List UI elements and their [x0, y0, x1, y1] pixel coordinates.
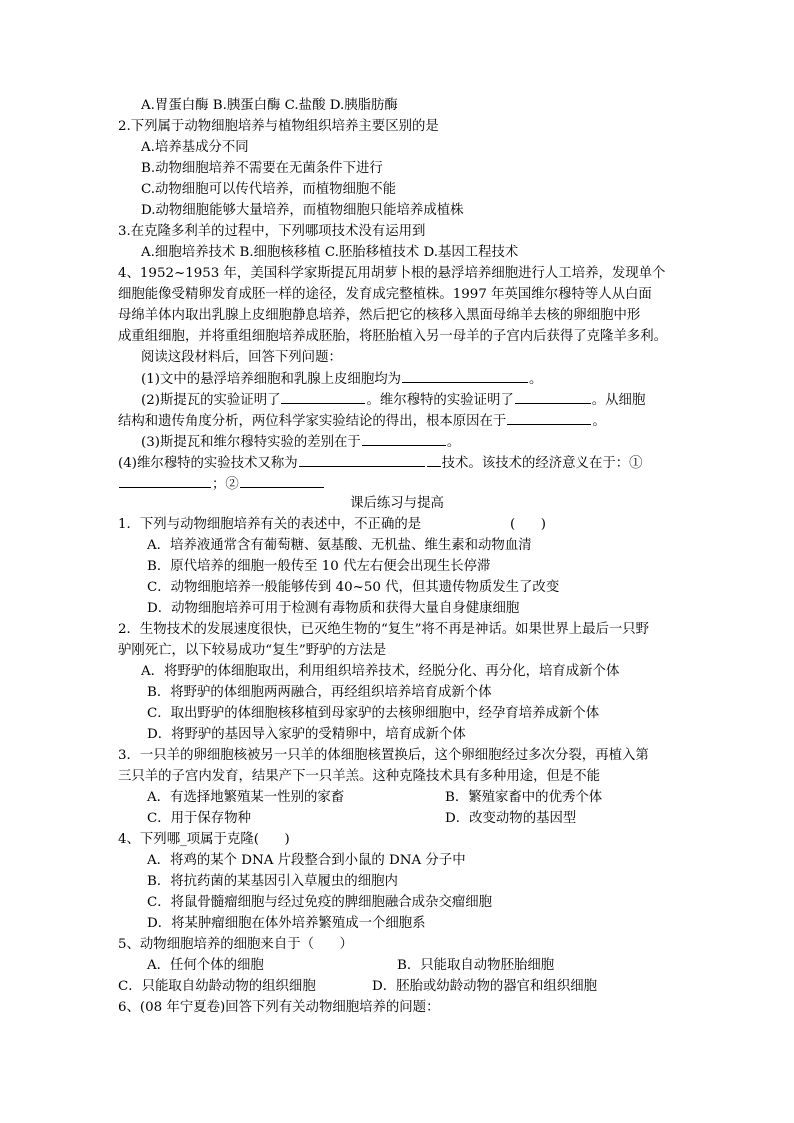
q4-passage-line-3: 母绵羊体内取出乳腺上皮细胞静息培养，然后把它的核移入黑面母绵羊去核的卵细胞中形: [118, 308, 641, 323]
p-q3-option-c: C．用于保存物种: [147, 811, 251, 826]
p-q2-option-c: C．取出野驴的体细胞核移植到母家驴的去核卵细胞中，经孕育培养成新个体: [147, 706, 600, 721]
q4-sub2-tail: 。从细胞: [591, 393, 646, 408]
answer-blank[interactable]: [427, 453, 441, 467]
q2-option-a: A.培养基成分不同: [141, 140, 249, 155]
p-q2-option-b: B．将野驴的体细胞两两融合，再经组织培养培育成新个体: [147, 685, 492, 700]
q4-sub2-text: (2)斯提瓦的实验证明了: [141, 393, 281, 408]
p-q4-option-c: C．将鼠骨髓瘤细胞与经过免疫的脾细胞融合成杂交瘤细胞: [147, 895, 493, 910]
q4-sub4-sep: ；②: [212, 477, 239, 492]
q2-option-c: C.动物细胞可以传代培养，而植物细胞不能: [141, 182, 397, 197]
answer-blank[interactable]: [515, 390, 591, 404]
q4-subquestion-4-cont: [118, 474, 325, 495]
p-q1-answer-paren[interactable]: ( ): [510, 517, 546, 532]
p-q4-option-b: B．将抗药菌的某基因引入草履虫的细胞内: [147, 874, 398, 889]
q4-sub1-text: (1)文中的悬浮培养细胞和乳腺上皮细胞均为: [141, 372, 401, 387]
p-q5-option-a: A．任何个体的细胞: [147, 958, 264, 973]
q4-sub2-end: 。: [592, 414, 606, 429]
q2-option-b: B.动物细胞培养不需要在无菌条件下进行: [141, 161, 383, 176]
p-q3-option-a: A．有选择地繁殖某一性别的家畜: [147, 790, 345, 805]
q2-option-d: D.动物细胞能够大量培养，而植物细胞只能培养成植株: [141, 203, 464, 218]
q4-subquestion-2-cont: [118, 411, 606, 432]
q1-options: A.胃蛋白酶 B.胰蛋白酶 C.盐酸 D.胰脂肪酶: [141, 98, 398, 113]
q4-instruction: 阅读这段材料后，回答下列问题：: [141, 350, 342, 365]
q4-sub4-text: (4)维尔穆特的实验技术又称为: [118, 456, 298, 471]
q2-stem: 2.下列属于动物细胞培养与植物组织培养主要区别的是: [118, 119, 439, 134]
p-q5-option-c: C．只能取自幼龄动物的组织细胞: [118, 979, 316, 994]
p-q5-option-d: D．胚胎或幼龄动物的器官和组织细胞: [372, 979, 597, 994]
p-q4-option-a: A．将鸡的某个 DNA 片段整合到小鼠的 DNA 分子中: [147, 853, 466, 868]
p-q3-stem-line-1: 3．一只羊的卵细胞核被另一只羊的体细胞核置换后，这个卵细胞经过多次分裂，再植入第: [118, 748, 649, 763]
p-q3-option-b: B．繁殖家畜中的优秀个体: [445, 790, 603, 805]
q4-sub2-mid: 。维尔穆特的实验证明了: [366, 393, 514, 408]
p-q5-stem: 5、动物细胞培养的细胞来自于（ ）: [118, 937, 353, 952]
answer-blank[interactable]: [281, 390, 365, 404]
p-q5-option-b: B．只能取自动物胚胎细胞: [397, 958, 555, 973]
answer-blank[interactable]: [362, 432, 446, 446]
answer-blank[interactable]: [119, 474, 211, 488]
p-q1-option-c: C．动物细胞培养一般能够传到 40~50 代，但其遗传物质发生了改变: [147, 580, 560, 595]
q4-passage-line-4: 成重组细胞，并将重组细胞培养成胚胎，将胚胎植入另一母羊的子宫内后获得了克隆羊多利。: [118, 329, 668, 344]
q4-sub3-end: 。: [446, 435, 461, 450]
answer-blank[interactable]: [240, 474, 324, 488]
q4-sub3-text: (3)斯提瓦和维尔穆特实验的差别在于: [141, 435, 361, 450]
p-q6-stem: 6、(08 年宁夏卷)回答下列有关动物细胞培养的问题：: [118, 1000, 440, 1015]
answer-blank[interactable]: [402, 369, 528, 383]
q4-sub1-end: 。: [529, 372, 543, 387]
p-q1-option-d: D．动物细胞培养可用于检测有毒物质和获得大量自身健康细胞: [147, 601, 520, 616]
p-q3-stem-line-2: 三只羊的子宫内发育，结果产下一只羊羔。这种克隆技术具有多种用途，但是不能: [118, 769, 601, 784]
p-q2-stem-line-1: 2．生物技术的发展速度很快，已灭绝生物的“复生”将不再是神话。如果世界上最后一只野: [118, 622, 650, 637]
q4-passage-line-2: 细胞能像受精卵发育成胚一样的途径，发育成完整植株。1997 年英国维尔穆特等人从白面: [118, 287, 652, 302]
section-heading: 课后练习与提高: [350, 496, 444, 511]
q4-sub2-text2: 结构和遗传角度分析，两位科学家实验结论的得出，根本原因在于: [118, 414, 507, 429]
p-q4-option-d: D．将某肿瘤细胞在体外培养繁殖成一个细胞系: [147, 916, 426, 931]
q3-options: A.细胞培养技术 B.细胞核移植 C.胚胎移植技术 D.基因工程技术: [141, 245, 519, 260]
p-q1-stem: 1．下列与动物细胞培养有关的表述中，不正确的是: [118, 517, 422, 532]
q4-sub4-mid: 技术。该技术的经济意义在于：①: [441, 456, 643, 471]
q4-subquestion-1: [141, 369, 542, 390]
answer-blank[interactable]: [507, 411, 591, 425]
answer-blank[interactable]: [299, 453, 425, 467]
q3-stem: 3.在克隆多利羊的过程中，下列哪项技术没有运用到: [118, 224, 426, 239]
p-q4-stem: 4、下列哪_项属于克隆( ): [118, 832, 290, 847]
q4-subquestion-3: [141, 432, 460, 453]
p-q2-stem-line-2: 驴刚死亡，以下较易成功“复生”野驴的方法是: [118, 643, 387, 658]
p-q1-option-b: B．原代培养的细胞一般传至 10 代左右便会出现生长停滞: [147, 559, 491, 574]
p-q1-option-a: A．培养液通常含有葡萄糖、氨基酸、无机盐、维生素和动物血清: [147, 538, 532, 553]
p-q2-option-a: A．将野驴的体细胞取出，利用组织培养技术，经脱分化、再分化，培育成新个体: [141, 664, 620, 679]
q4-subquestion-4: [118, 453, 643, 474]
q4-passage-line-1: 4、1952~1953 年，美国科学家斯提瓦用胡萝卜根的悬浮培养细胞进行人工培养，发现单个: [118, 266, 666, 281]
q4-subquestion-2: [141, 390, 645, 411]
p-q3-option-d: D．改变动物的基因型: [445, 811, 577, 826]
p-q2-option-d: D．将野驴的基因导入家驴的受精卵中，培育成新个体: [147, 727, 466, 742]
